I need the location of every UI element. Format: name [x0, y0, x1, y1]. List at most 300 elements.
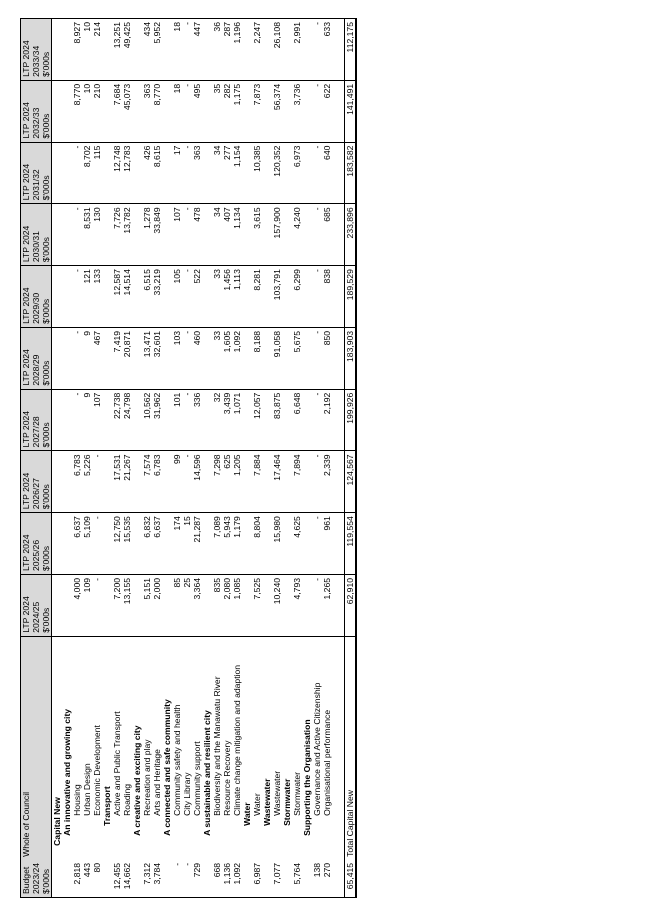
- value-cell: [282, 80, 292, 142]
- budget-cell: [242, 860, 252, 898]
- value-cell: 5,151: [142, 574, 152, 636]
- value-cell: [202, 574, 212, 636]
- value-cell: 7,884: [252, 451, 262, 513]
- table-row: [262, 19, 272, 898]
- value-cell: [202, 19, 212, 81]
- value-cell: 8,927: [72, 19, 82, 81]
- value-cell: -: [72, 204, 82, 266]
- value-cell: [102, 142, 112, 204]
- value-cell: [102, 327, 112, 389]
- row-label: Economic Development: [92, 725, 102, 816]
- value-cell: [262, 142, 272, 204]
- value-cell: 6,832: [142, 513, 152, 575]
- value-cell: [242, 204, 252, 266]
- value-cell: -: [92, 451, 102, 513]
- budget-cell: [62, 860, 72, 898]
- value-cell: [102, 451, 112, 513]
- value-cell: 12,587: [112, 266, 122, 328]
- table-row: [152, 19, 162, 898]
- value-cell: 12,748: [112, 142, 122, 204]
- value-cell: -: [312, 513, 322, 575]
- value-cell: [162, 19, 172, 81]
- value-cell: [262, 513, 272, 575]
- value-cell: [52, 80, 63, 142]
- value-cell: [52, 389, 63, 451]
- value-cell: [62, 19, 72, 81]
- value-cell: [102, 574, 112, 636]
- value-cell: [302, 266, 312, 328]
- row-label: Stormwater: [282, 778, 292, 826]
- budget-cell: [162, 860, 172, 898]
- value-cell: 35: [212, 80, 222, 142]
- table-row: [102, 19, 112, 898]
- value-cell: 17,531: [112, 451, 122, 513]
- value-cell: [162, 142, 172, 204]
- header-cell: 2027/28: [31, 389, 41, 451]
- value-cell: -: [182, 266, 192, 328]
- value-cell: [282, 142, 292, 204]
- value-cell: 2,192: [322, 389, 332, 451]
- value-cell: 3,439: [222, 389, 232, 451]
- value-cell: 8,770: [152, 80, 162, 142]
- value-cell: 1,278: [142, 204, 152, 266]
- row-label: An innovative and growing city: [62, 708, 72, 836]
- value-cell: 1,456: [222, 266, 232, 328]
- total-value-cell: 119,554: [345, 513, 357, 575]
- value-cell: [282, 204, 292, 266]
- header-cell: LTP 2024: [21, 142, 32, 204]
- value-cell: -: [182, 19, 192, 81]
- total-value-cell: 112,175: [345, 19, 357, 81]
- value-cell: [282, 451, 292, 513]
- value-cell: 83,875: [272, 389, 282, 451]
- value-cell: [202, 451, 212, 513]
- budget-cell: [282, 860, 292, 898]
- value-cell: -: [72, 142, 82, 204]
- table-row: [232, 19, 242, 898]
- table-row: [192, 19, 202, 898]
- budget-cell: [132, 860, 142, 898]
- value-cell: 7,200: [112, 574, 122, 636]
- value-cell: [262, 204, 272, 266]
- value-cell: 7,525: [252, 574, 262, 636]
- value-cell: -: [312, 451, 322, 513]
- header-cell: LTP 2024: [21, 19, 32, 81]
- value-cell: 13,155: [122, 574, 132, 636]
- value-cell: 287: [222, 19, 232, 81]
- value-cell: 633: [322, 19, 332, 81]
- value-cell: 101: [172, 389, 182, 451]
- value-cell: [242, 266, 252, 328]
- value-cell: 32,601: [152, 327, 162, 389]
- header-cell: $'000s: [41, 513, 52, 575]
- value-cell: 2,247: [252, 19, 262, 81]
- table-row: [272, 19, 282, 898]
- value-cell: 10,562: [142, 389, 152, 451]
- value-cell: [302, 513, 312, 575]
- value-cell: [102, 389, 112, 451]
- value-cell: 426: [142, 142, 152, 204]
- value-cell: 15,535: [122, 513, 132, 575]
- spacer-cell: [332, 80, 345, 142]
- value-cell: 850: [322, 327, 332, 389]
- value-cell: 7,574: [142, 451, 152, 513]
- value-cell: 1,113: [232, 266, 242, 328]
- table-row: [312, 19, 322, 898]
- value-cell: 15: [182, 513, 192, 575]
- header-cell: Whole of Council: [21, 636, 32, 860]
- value-cell: [162, 266, 172, 328]
- value-cell: [282, 327, 292, 389]
- value-cell: 460: [192, 327, 202, 389]
- value-cell: 835: [212, 574, 222, 636]
- budget-cell: [262, 860, 272, 898]
- row-label: Roading: [122, 783, 132, 816]
- row-label: Active and Public Transport: [112, 711, 122, 816]
- value-cell: 8,531: [82, 204, 92, 266]
- value-cell: 6,637: [152, 513, 162, 575]
- value-cell: [242, 19, 252, 81]
- row-label: A connected and safe community: [162, 699, 172, 836]
- value-cell: [102, 204, 112, 266]
- row-label: Capital New: [52, 797, 62, 846]
- value-cell: 1,134: [232, 204, 242, 266]
- row-label: Transport: [102, 786, 112, 826]
- value-cell: 20,871: [122, 327, 132, 389]
- table-row: [142, 19, 152, 898]
- value-cell: [52, 451, 63, 513]
- value-cell: 91,058: [272, 327, 282, 389]
- value-cell: 7,873: [252, 80, 262, 142]
- value-cell: [162, 204, 172, 266]
- header-cell: [41, 636, 52, 860]
- value-cell: [132, 80, 142, 142]
- budget-cell: 729: [192, 862, 202, 878]
- value-cell: 8,615: [152, 142, 162, 204]
- value-cell: 18: [172, 80, 182, 142]
- value-cell: [262, 327, 272, 389]
- value-cell: 107: [172, 204, 182, 266]
- value-cell: -: [72, 389, 82, 451]
- spacer-cell: [332, 513, 345, 575]
- row-label: Recreation and play: [142, 739, 152, 816]
- value-cell: 13,782: [122, 204, 132, 266]
- row-label: Urban Design: [82, 763, 92, 816]
- header-cell: $'000s: [41, 327, 52, 389]
- value-cell: -: [312, 574, 322, 636]
- table-row: [242, 19, 252, 898]
- value-cell: 45,073: [122, 80, 132, 142]
- value-cell: [102, 266, 112, 328]
- value-cell: 625: [222, 451, 232, 513]
- value-cell: [162, 389, 172, 451]
- header-cell: 2029/30: [31, 266, 41, 328]
- value-cell: 5,952: [152, 19, 162, 81]
- spacer-cell: [332, 142, 345, 204]
- table-row: [282, 19, 292, 898]
- value-cell: 56,374: [272, 80, 282, 142]
- spacer-cell: [332, 860, 345, 898]
- value-cell: [242, 513, 252, 575]
- row-label: Wastewater: [272, 770, 282, 816]
- value-cell: [132, 389, 142, 451]
- budget-cell: 5,764: [292, 862, 302, 885]
- budget-cell: 1,092: [232, 862, 242, 885]
- value-cell: 7,726: [112, 204, 122, 266]
- value-cell: 1,085: [232, 574, 242, 636]
- value-cell: 17,464: [272, 451, 282, 513]
- value-cell: 447: [192, 19, 202, 81]
- table-row: [222, 19, 232, 898]
- header-cell: $'000s: [41, 80, 52, 142]
- header-cell: 2028/29: [31, 327, 41, 389]
- value-cell: 14,596: [192, 451, 202, 513]
- value-cell: 210: [92, 80, 102, 142]
- value-cell: 4,000: [72, 574, 82, 636]
- row-label: Arts and Heritage: [152, 749, 162, 816]
- value-cell: 1,205: [232, 451, 242, 513]
- value-cell: [242, 327, 252, 389]
- table-row: [92, 19, 102, 898]
- value-cell: 434: [142, 19, 152, 81]
- value-cell: 8,281: [252, 266, 262, 328]
- row-label: A sustainable and resilient city: [202, 710, 212, 836]
- table-row: [182, 19, 192, 898]
- value-cell: [102, 513, 112, 575]
- value-cell: 407: [222, 204, 232, 266]
- value-cell: 15,980: [272, 513, 282, 575]
- spacer-cell: [332, 19, 345, 81]
- value-cell: [52, 142, 63, 204]
- value-cell: [302, 142, 312, 204]
- budget-cell: 6,987: [252, 862, 262, 885]
- value-cell: 8,770: [72, 80, 82, 142]
- value-cell: [162, 513, 172, 575]
- value-cell: [262, 266, 272, 328]
- value-cell: 18: [172, 19, 182, 81]
- value-cell: [132, 451, 142, 513]
- value-cell: 115: [92, 142, 102, 204]
- header-cell: $'000s: [41, 860, 52, 898]
- table-row: [52, 19, 63, 898]
- value-cell: 8,702: [82, 142, 92, 204]
- value-cell: 33: [212, 327, 222, 389]
- value-cell: 21,267: [122, 451, 132, 513]
- header-cell: 2032/33: [31, 80, 41, 142]
- header-cell: $'000s: [41, 204, 52, 266]
- table-row: [212, 19, 222, 898]
- spacer-cell: [332, 636, 345, 860]
- value-cell: 49,425: [122, 19, 132, 81]
- spacer-cell: [332, 451, 345, 513]
- value-cell: [202, 327, 212, 389]
- value-cell: -: [312, 142, 322, 204]
- value-cell: -: [312, 327, 322, 389]
- row-label: Stormwater: [292, 771, 302, 816]
- budget-cell: 14,662: [122, 862, 132, 890]
- table-row: [132, 19, 142, 898]
- value-cell: -: [182, 204, 192, 266]
- header-cell: LTP 2024: [21, 451, 32, 513]
- value-cell: 9: [82, 389, 92, 451]
- budget-cell: -: [182, 862, 192, 866]
- value-cell: [132, 574, 142, 636]
- value-cell: [62, 266, 72, 328]
- value-cell: [262, 19, 272, 81]
- value-cell: 12,057: [252, 389, 262, 451]
- value-cell: 17: [172, 142, 182, 204]
- value-cell: [62, 80, 72, 142]
- value-cell: 1,265: [322, 574, 332, 636]
- value-cell: 4,793: [292, 574, 302, 636]
- header-cell: 2023/24: [31, 860, 41, 898]
- value-cell: 1,092: [232, 327, 242, 389]
- value-cell: [162, 574, 172, 636]
- value-cell: 34: [212, 204, 222, 266]
- row-label: Housing: [72, 784, 82, 816]
- value-cell: [62, 513, 72, 575]
- value-cell: [52, 327, 63, 389]
- value-cell: [202, 389, 212, 451]
- header-cell: 2030/31: [31, 204, 41, 266]
- value-cell: 10: [82, 80, 92, 142]
- value-cell: 7,089: [212, 513, 222, 575]
- value-cell: -: [72, 266, 82, 328]
- value-cell: [262, 80, 272, 142]
- table-row: [252, 19, 262, 898]
- header-cell: LTP 2024: [21, 574, 32, 636]
- budget-cell: [52, 860, 63, 898]
- value-cell: 109: [82, 574, 92, 636]
- value-cell: 5,675: [292, 327, 302, 389]
- total-value-cell: 141,491: [345, 80, 357, 142]
- row-label: City Library: [182, 772, 192, 816]
- value-cell: [132, 266, 142, 328]
- value-cell: -: [312, 266, 322, 328]
- total-value-cell: 233,896: [345, 204, 357, 266]
- value-cell: -: [92, 513, 102, 575]
- budget-cell: 2,818: [72, 862, 82, 885]
- value-cell: -: [182, 327, 192, 389]
- header-cell: LTP 2024: [21, 266, 32, 328]
- value-cell: 478: [192, 204, 202, 266]
- value-cell: 4,625: [292, 513, 302, 575]
- spacer-cell: [332, 327, 345, 389]
- budget-cell: 443: [82, 862, 92, 878]
- value-cell: 1,196: [232, 19, 242, 81]
- value-cell: 33,219: [152, 266, 162, 328]
- value-cell: [302, 574, 312, 636]
- value-cell: [302, 19, 312, 81]
- value-cell: 1,154: [232, 142, 242, 204]
- value-cell: 8,804: [252, 513, 262, 575]
- value-cell: 336: [192, 389, 202, 451]
- value-cell: [282, 266, 292, 328]
- value-cell: 495: [192, 80, 202, 142]
- row-label: A creative and exciting city: [132, 725, 142, 836]
- value-cell: 99: [172, 451, 182, 513]
- value-cell: [302, 327, 312, 389]
- table-row: [322, 19, 332, 898]
- value-cell: 25: [182, 574, 192, 636]
- header-cell: $'000s: [41, 451, 52, 513]
- header-cell: 2031/32: [31, 142, 41, 204]
- value-cell: 685: [322, 204, 332, 266]
- header-row: [31, 19, 41, 898]
- value-cell: [242, 80, 252, 142]
- value-cell: [202, 513, 212, 575]
- table-row: [112, 19, 122, 898]
- value-cell: 1,605: [222, 327, 232, 389]
- header-cell: $'000s: [41, 142, 52, 204]
- value-cell: [302, 80, 312, 142]
- spacer-cell: [332, 574, 345, 636]
- value-cell: [52, 266, 63, 328]
- value-cell: [132, 513, 142, 575]
- value-cell: 85: [172, 574, 182, 636]
- value-cell: [242, 389, 252, 451]
- value-cell: 130: [92, 204, 102, 266]
- row-label: Organisational performance: [322, 709, 332, 816]
- value-cell: 5,226: [82, 451, 92, 513]
- value-cell: 33,849: [152, 204, 162, 266]
- value-cell: 7,298: [212, 451, 222, 513]
- value-cell: -: [182, 80, 192, 142]
- budget-cell: 80: [92, 862, 102, 873]
- value-cell: [282, 389, 292, 451]
- value-cell: 6,783: [152, 451, 162, 513]
- value-cell: [132, 204, 142, 266]
- value-cell: [102, 19, 112, 81]
- value-cell: 10,240: [272, 574, 282, 636]
- header-cell: [31, 636, 41, 860]
- budget-cell: [302, 860, 312, 898]
- header-row: [21, 19, 32, 898]
- value-cell: 3,615: [252, 204, 262, 266]
- value-cell: [162, 327, 172, 389]
- row-label: Community safety and health: [172, 704, 182, 816]
- total-label: Total Capital New: [345, 636, 357, 860]
- value-cell: 24,798: [122, 389, 132, 451]
- value-cell: 14,514: [122, 266, 132, 328]
- capital-new-table: [20, 18, 357, 898]
- value-cell: [62, 389, 72, 451]
- row-label: Climate change mitigation and adaption: [232, 664, 242, 816]
- header-cell: LTP 2024: [21, 389, 32, 451]
- table-row: [302, 19, 312, 898]
- value-cell: [52, 574, 63, 636]
- value-cell: [302, 389, 312, 451]
- total-value-cell: 199,926: [345, 389, 357, 451]
- value-cell: [102, 80, 112, 142]
- value-cell: -: [182, 142, 192, 204]
- value-cell: [282, 574, 292, 636]
- value-cell: [262, 574, 272, 636]
- value-cell: 31,962: [152, 389, 162, 451]
- row-label: Biodiversity and the Manawatu River: [212, 676, 222, 816]
- table-row: [62, 19, 72, 898]
- value-cell: 1,175: [232, 80, 242, 142]
- header-cell: 2033/34: [31, 19, 41, 81]
- header-cell: $'000s: [41, 574, 52, 636]
- total-row: [345, 19, 357, 898]
- table-body: [52, 19, 345, 898]
- value-cell: 21,287: [192, 513, 202, 575]
- total-value-cell: 183,582: [345, 142, 357, 204]
- value-cell: 640: [322, 142, 332, 204]
- value-cell: 6,637: [72, 513, 82, 575]
- row-label: Resource Recovery: [222, 740, 232, 816]
